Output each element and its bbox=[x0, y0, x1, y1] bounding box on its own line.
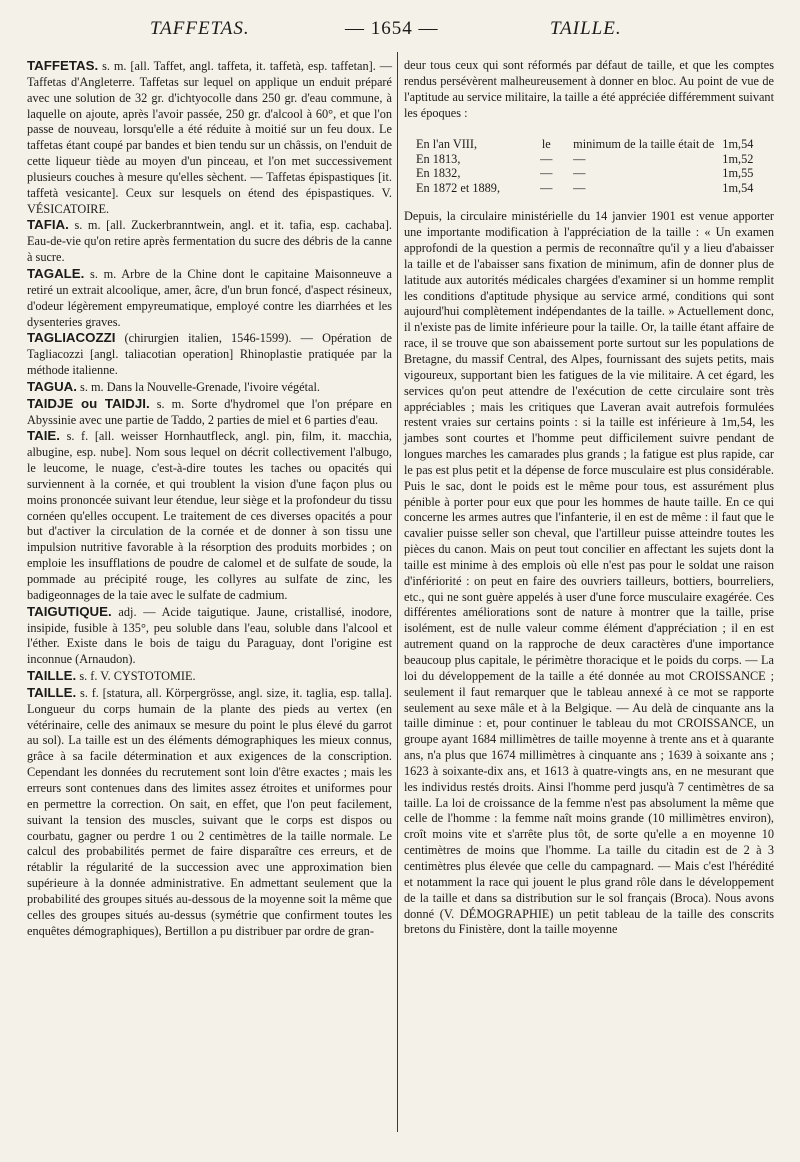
entry-text: s. m. Arbre de la Chine dont le capitaine Maisonneuve a retiré un extrait alcoolique, amer, âcre, d'un brun foncé, d'aspect résineux, d'odeur légèrement empyreumatique, employé contre les diarrhées et les dysenteries graves. bbox=[27, 266, 392, 329]
right-intro-paragraph: deur tous ceux qui sont réformés par défaut de taille, et que les comptes rendus persévèrent malheureusement à donner en bloc. Au point de vue de l'aptitude au service militaire, la taille a été appréciée différemment suivant les époques : bbox=[404, 58, 774, 120]
entry-text: s. m. Sorte d'hydromel que l'on prépare en Abyssinie avec une partie de Taddo, 2 parties de miel et 6 parties d'eau. bbox=[27, 396, 392, 427]
headword: TAFFETAS. bbox=[27, 58, 99, 73]
headword: TAGALE. bbox=[27, 265, 85, 281]
table-cell-period: En 1813, bbox=[416, 151, 461, 166]
table-row bbox=[416, 181, 774, 196]
page-number: — 1654 — bbox=[345, 18, 439, 39]
table-cell-value: 1m,54 bbox=[722, 180, 754, 195]
headword: TAIE. bbox=[27, 428, 60, 444]
table-row bbox=[416, 152, 774, 167]
headword: TAIDJE ou TAIDJI. bbox=[27, 395, 150, 411]
table-cell-value: 1m,54 bbox=[722, 137, 754, 152]
table-cell-value: 1m,52 bbox=[722, 151, 754, 166]
table-cell-label: — bbox=[573, 151, 586, 166]
headword: TAILLE. bbox=[27, 684, 77, 700]
entry-taffetas bbox=[27, 58, 392, 217]
entry-text: s. f. V. CYSTOTOMIE. bbox=[76, 669, 196, 684]
right-column bbox=[404, 58, 774, 938]
table-cell-period: En l'an VIII, bbox=[416, 137, 478, 152]
left-column bbox=[27, 58, 392, 939]
entry-text: s. f. [all. weisser Hornhautfleck, angl. pin, film, it. macchia, albugine, esp. nube]. Nom sous lequel on décrit collectivement l'albugo, le leucome, le nuage, c'est-à-dire toutes les taches ou opacités qui surviennent à la cornée, et qui troublent la vision d'une façon plus ou moins prononcée suivant leur étendue, leur siège et la profondeur du tissu cornéen qu'elles occupent. Le traitement de ces diverses opacités a pour but d'activer la circulation de la cornée et de donner à son tissu une impulsion nutritive favorable à la résorption des produits morbides ; on emploie les insufflations de poudre de calomel et de sulfate de soude, la pommade au précipité rouge, les collyres au sulfate de zinc, les badigeonnages de la taie avec le sulfate de cadmium. bbox=[27, 429, 392, 602]
table-cell-value: 1m,55 bbox=[722, 166, 754, 181]
headword: TAIGUTIQUE. bbox=[27, 603, 112, 619]
table-cell-period: En 1872 et 1889, bbox=[416, 180, 501, 195]
table-cell-connector: — bbox=[540, 180, 553, 195]
entry-text: (chirurgien italien, 1546-1599). — Opération de Tagliacozzi [angl. taliacotian operation] Rhinoplastie pratiquée par la méthode italienne. bbox=[27, 331, 392, 378]
table-cell-connector: — bbox=[540, 151, 553, 166]
headword: TAFIA. bbox=[27, 217, 69, 233]
table-row bbox=[416, 137, 774, 152]
table-cell-label: minimum de la taille était de bbox=[573, 137, 715, 152]
column-divider bbox=[397, 52, 398, 1132]
running-header bbox=[0, 14, 800, 44]
header-left-word: TAFFETAS. bbox=[150, 18, 250, 39]
height-minimum-table bbox=[416, 137, 774, 195]
entry-taie bbox=[27, 428, 392, 603]
entry-text: s. m. [all. Zuckerbranntwein, angl. et it. tafia, esp. cachaba]. Eau-de-vie qu'on retire après fermentation du sucre des débris de la canne à sucre. bbox=[27, 218, 392, 265]
entry-text: s. m. [all. Taffet, angl. taffeta, it. taffetà, esp. taffetan]. — Taffetas d'Angleterre. Taffetas sur lequel on applique un enduit préparé avec une solution de 32 gr. d'ichtyocolle dans 250 gr. d'eau commune, à laquelle on ajoute, après l'avoir passée, 250 gr. d'alcool à 60°, et que l'on passe de nouveau, lorsqu'elle a été réduite à moitié sur un feu doux. Le taffetas étant coupé par bandes et bien tendu sur un châssis, on l'enduit de cette liqueur tiède au moyen d'un pinceau, et l'on met successivement plusieurs couches à mesure qu'elles sèchent. — Taffetas épispastiques [it. taffetà vesicante]. Ceux sur lesquels on étend des épispastiques. V. VÉSICATOIRE. bbox=[27, 59, 392, 216]
entry-taille-cystotomie bbox=[27, 668, 392, 685]
table-cell-label: — bbox=[573, 180, 586, 195]
headword: TAGLIACOZZI bbox=[27, 330, 116, 346]
table-cell-connector: — bbox=[540, 166, 553, 181]
entry-text: s. f. [statura, all. Körpergrösse, angl. size, it. taglia, esp. talla]. Longueur du corps humain de la plante des pieds au vertex (en vétérinaire, celle des animaux se mesure du point le plus élevé du garrot au sol). La taille est un des éléments démographiques les mieux connus, grâce à sa facile détermination et aux exigences de la conscription. Cependant les données du recrutement sont loin d'être exactes ; mais les erreurs sont contenues dans des limites assez étroites et uniformes pour en permettre la correction. On sait, en effet, que l'on peut facilement, suivant la tension des muscles, suivant que le corps est dispos ou courbatu, gagner ou perdre 1 ou 2 centimètres de la taille normale. Le calcul des probabilités permet de faire disparaître ces erreurs, et de rétablir la régularité de la succession avec une approximation bien supérieure à la donnée administrative. En admettant seulement que la probabilité des groupes situés au-dessous de la moyenne soit la même que celles des groupes situés au-dessus (symétrie que confirment toutes les enquêtes démographiques), Bertillon a pu distribuer par ordre de gran- bbox=[27, 685, 392, 938]
entry-taidje bbox=[27, 396, 392, 429]
entry-taille-statura bbox=[27, 685, 392, 940]
entry-taigutique bbox=[27, 604, 392, 668]
entry-tagale bbox=[27, 266, 392, 330]
right-body-paragraph: Depuis, la circulaire ministérielle du 14 janvier 1901 est venue apporter une importante modification à l'appréciation de la taille : « Un examen approfondi de la question a permis de reconnaître qu'il y a lieu d'abaisser la taille et de l'abaisser sans fixation de minimum, afin de donner plus de latitude aux autorités médicales chargées d'examiner si un homme remplit les conditions d'aptitude physique au service armé, conditions qui sont aujourd'hui complètement indépendantes de la taille. » Actuellement donc, il n'existe pas de limite inférieure pour la taille. Or, la taille étant affaire de race, il se trouve que son abaissement porte surtout sur les populations de Bretagne, du massif Central, des Alpes, fournissant des sujets petits, mais vigoureux, supportant bien les fatigues de la vie militaire. A cet égard, les services qu'on peut attendre de l'exécution de cette circulaire sont très appréciables ; mais les critiques que Laveran avait autrefois formulées restent vraies sur certains points : si la taille est inférieure à 1m,54, les jambes sont courtes et l'homme peut difficilement suivre pendant de longues marches les camarades plus grands ; la fatigue est plus rapide, car le pas est plus petit et la dépense de force musculaire est plus considérable. Puis le sac, dont le poids est le même pour tous, est assurément plus pénible à porter pour eux que pour les hommes de haute taille. En ce qui concerne les armes autres que l'infanterie, il en est de même : il faut que le cavalier puisse seller son cheval, que l'artilleur puisse atteindre toutes les pièces du canon. Mais on peut tout concilier en affectant les sujets dont la taille est minime à des emplois où elle n'est pas pour le soldat une raison d'infériorité : on peut en faire des ouvriers tailleurs, bottiers, bourreliers, etc., qui ne sont guère appelés à user d'une force musculaire exagérée. Ces différentes améliorations sont de nature à montrer que la taille, prise isolément, est de nulle valeur comme élément d'appréciation ; il en est autrement quand on la rapproche de deux caractères d'une importance beaucoup plus capitale, le périmètre thoracique et le poids du corps. — La loi du développement de la taille a été donnée au mot CROISSANCE ; seulement il faut remarquer que le tableau annexé à ce mot se rapporte seulement au sexe mâle et à la Belgique. — Au delà de cinquante ans la taille diminue : et, pour continuer le tableau du mot CROISSANCE, un groupe ayant 1684 millimètres de taille moyenne à trente ans et à quarante ans, n'a plus que 1674 millimètres à cinquante ans ; 1639 à soixante ans ; 1623 à soixante-dix ans, et 1613 à quatre-vingts ans, en ne mesurant que les individus restés droits. Ainsi l'homme perd jusqu'à 7 centimètres de sa taille. La loi de croissance de la femme n'est pas absolument la même que celle de l'homme : la femme naît moins grande (10 millimètres environ), croît moins vite et s'arrête plus tôt, de sorte qu'elle a en moyenne 10 centimètres de moins que l'homme. La taille du citadin est de 2 à 3 centimètres plus élevée que celle du campagnard. — Mais c'est l'hérédité et notamment la race qui jouent le plus grand rôle dans le développement de la taille et dans sa distribution sur le sol français (Broca). Nous avons donné (V. DÉMOGRAPHIE) un petit tableau de la taille des conscrits bretons du Finistère, dont la taille moyenne bbox=[404, 209, 774, 937]
headword: TAILLE. bbox=[27, 668, 77, 684]
table-cell-connector: le bbox=[541, 137, 551, 152]
entry-tagua bbox=[27, 379, 392, 396]
entry-tafia bbox=[27, 217, 392, 266]
headword: TAGUA. bbox=[27, 378, 77, 394]
entry-text: s. m. Dans la Nouvelle-Grenade, l'ivoire végétal. bbox=[76, 379, 320, 394]
entry-tagliacozzi bbox=[27, 330, 392, 379]
header-right-word: TAILLE. bbox=[550, 18, 622, 39]
table-cell-label: — bbox=[573, 166, 586, 181]
entry-text: adj. — Acide taigutique. Jaune, cristallisé, inodore, insipide, fusible à 135°, peu soluble dans l'eau, soluble dans l'alcool et l'éther. Existe dans le bois de taigu du Paraguay, dont l'origine est inconnue (Arnaudon). bbox=[27, 604, 392, 667]
table-cell-period: En 1832, bbox=[416, 166, 461, 181]
table-row bbox=[416, 166, 774, 181]
